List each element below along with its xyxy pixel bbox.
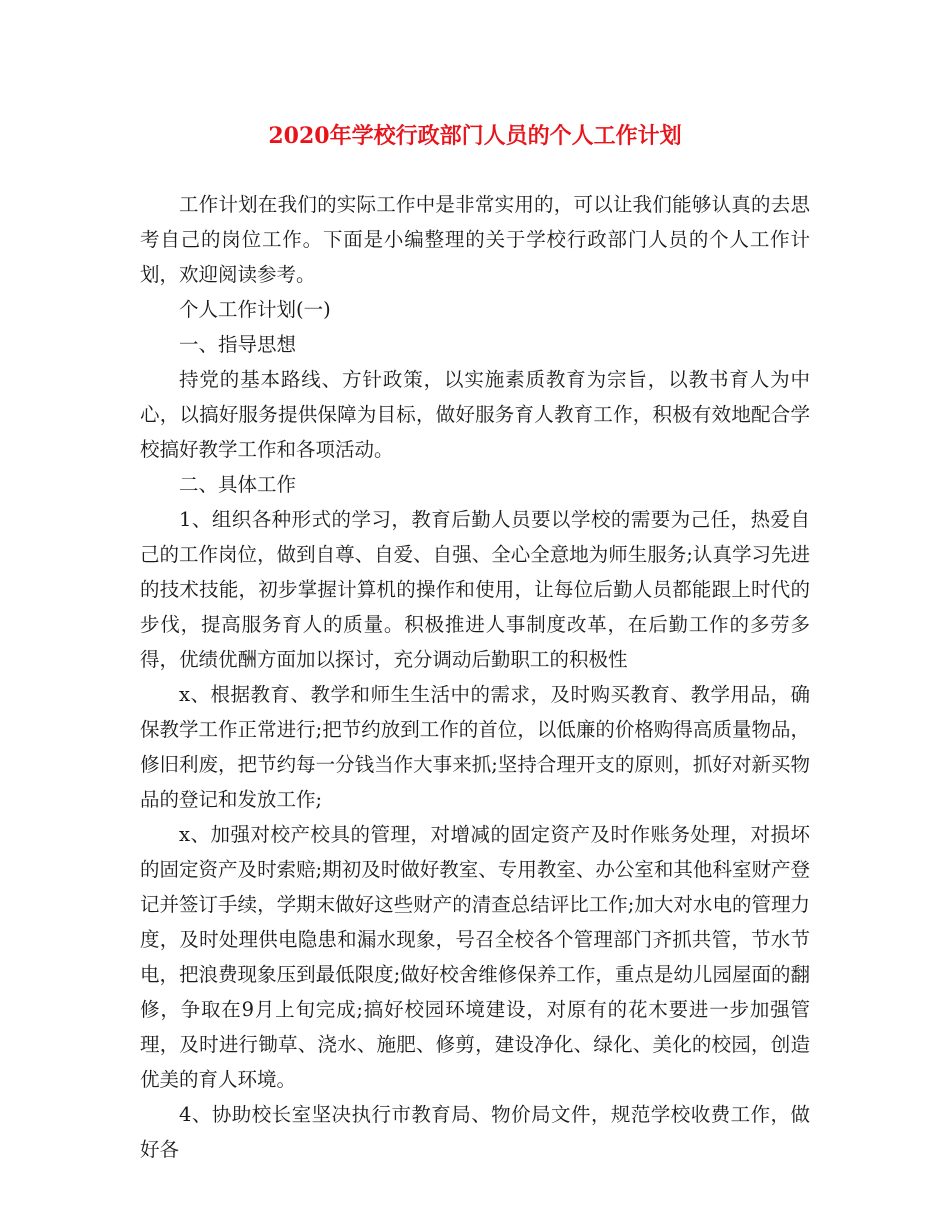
document-title: 2020年学校行政部门人员的个人工作计划	[268, 123, 682, 149]
document-body	[140, 187, 810, 1167]
paragraph-item-1: 1、组织各种形式的学习，教育后勤人员要以学校的需要为己任，热爱自己的工作岗位，做到自尊、自爱、自强、全心全意地为师生服务;认真学习先进的技术技能，初步掌握计算机的操作和使用，让每位后勤人员都能跟上时代的步伐，提高服务育人的质量。积极推进人事制度改革，在后勤工作的多劳多得，优绩优酬方面加以探讨，充分调动后勤职工的积极性	[140, 508, 810, 671]
paragraph-section-1-heading: 一、指导思想	[179, 333, 297, 356]
paragraph-item-2: x、根据教育、教学和师生生活中的需求，及时购买教育、教学用品，确保教学工作正常进行;把节约放到工作的首位，以低廉的价格购得高质量物品，修旧利废，把节约每一分钱当作大事来抓;坚持合理开支的原则，抓好对新买物品的登记和发放工作;	[140, 683, 810, 811]
paragraph-intro: 工作计划在我们的实际工作中是非常实用的，可以让我们能够认真的去思考自己的岗位工作。下面是小编整理的关于学校行政部门人员的个人工作计划，欢迎阅读参考。	[140, 193, 810, 286]
paragraph-plan-heading: 个人工作计划(一)	[179, 298, 331, 321]
paragraph-section-2-heading: 二、具体工作	[179, 473, 297, 496]
paragraph-item-3: x、加强对校产校具的管理，对增减的固定资产及时作账务处理，对损坏的固定资产及时索赔;期初及时做好教室、专用教室、办公室和其他科室财产登记并签订手续，学期末做好这些财产的清查总结评比工作;加大对水电的管理力度，及时处理供电隐患和漏水现象，号召全校各个管理部门齐抓共管，节水节电，把浪费现象压到最低限度;做好校舍维修保养工作，重点是幼儿园屋面的翻修，争取在9月上旬完成;搞好校园环境建设，对原有的花木要进一步加强管理，及时进行锄草、浇水、施肥、修剪，建设净化、绿化、美化的校园，创造优美的育人环境。	[140, 823, 810, 1091]
paragraph-guiding-thought: 持党的基本路线、方针政策，以实施素质教育为宗旨，以教书育人为中心，以搞好服务提供保障为目标，做好服务育人教育工作，积极有效地配合学校搞好教学工作和各项活动。	[140, 368, 810, 461]
paragraph-item-4: 4、协助校长室坚决执行市教育局、物价局文件，规范学校收费工作，做好各	[140, 1103, 810, 1161]
